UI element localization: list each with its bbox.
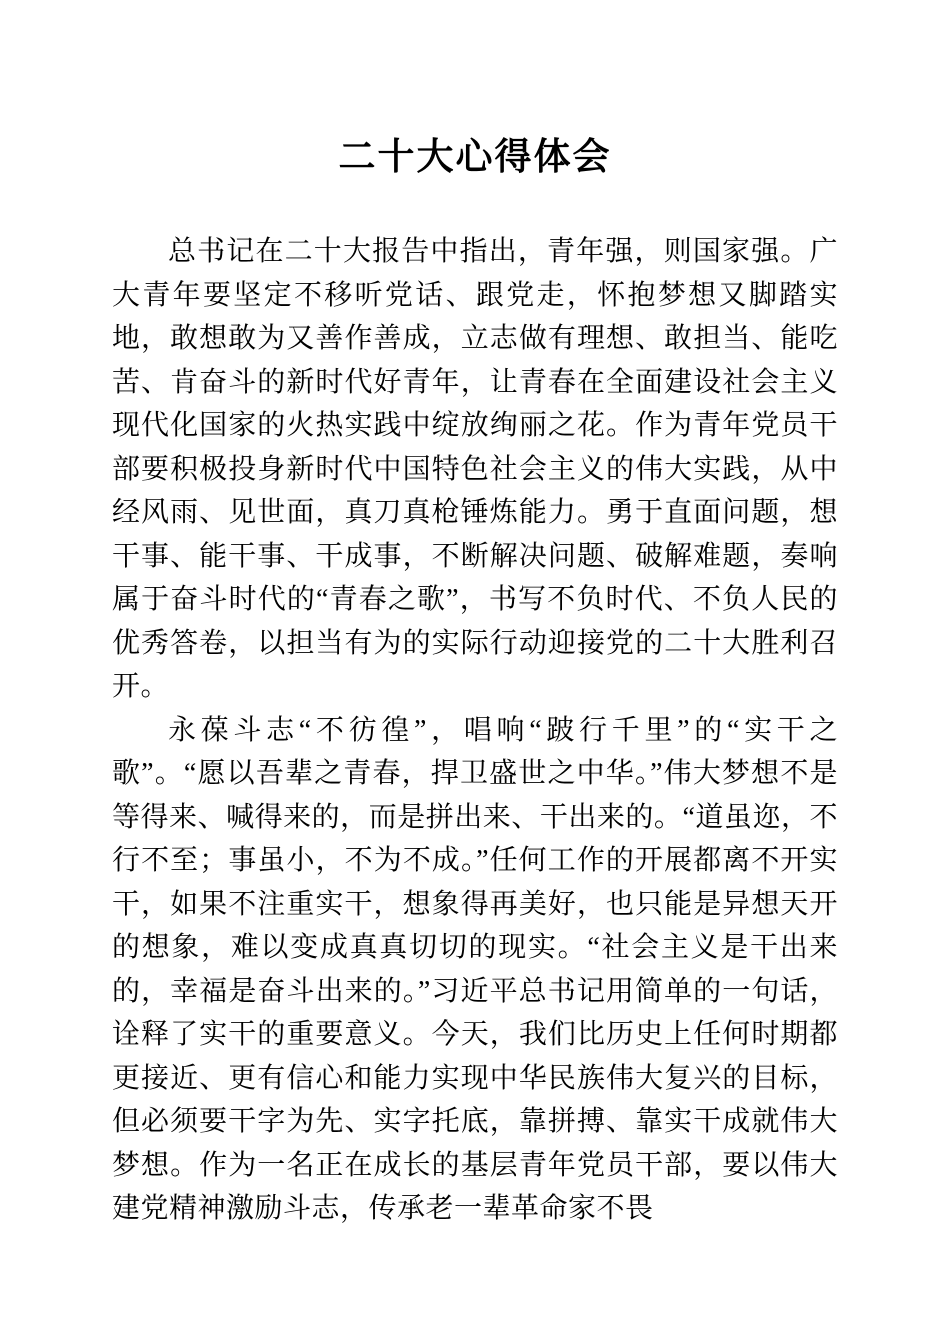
document-body: [112, 230, 838, 1231]
paragraph-2: 永葆斗志“不彷徨”，唱响“跛行千里”的“实干之歌”。“愿以吾辈之青春，捍卫盛世之中华。”伟大梦想不是等得来、喊得来的，而是拼出来、干出来的。“道虽迩，不行不至；事虽小，不为不成。”任何工作的开展都离不开实干，如果不注重实干，想象得再美好，也只能是异想天开的想象，难以变成真真切切的现实。“社会主义是干出来的，幸福是奋斗出来的。”习近平总书记用简单的一句话，诠释了实干的重要意义。今天，我们比历史上任何时期都更接近、更有信心和能力实现中华民族伟大复兴的目标，但必须要干字为先、实字托底，靠拼搏、靠实干成就伟大梦想。作为一名正在成长的基层青年党员干部，要以伟大建党精神激励斗志，传承老一辈革命家不畏: [112, 714, 838, 1225]
paragraph-1: 总书记在二十大报告中指出，青年强，则国家强。广大青年要坚定不移听党话、跟党走，怀抱梦想又脚踏实地，敢想敢为又善作善成，立志做有理想、敢担当、能吃苦、肯奋斗的新时代好青年，让青春在全面建设社会主义现代化国家的火热实践中绽放绚丽之花。作为青年党员干部要积极投身新时代中国特色社会主义的伟大实践，从中经风雨、见世面，真刀真枪锤炼能力。勇于直面问题，想干事、能干事、干成事，不断解决问题、破解难题，奏响属于奋斗时代的“青春之歌”，书写不负时代、不负人民的优秀答卷，以担当有为的实际行动迎接党的二十大胜利召开。: [112, 236, 838, 703]
document-title: 二十大心得体会: [338, 137, 612, 178]
